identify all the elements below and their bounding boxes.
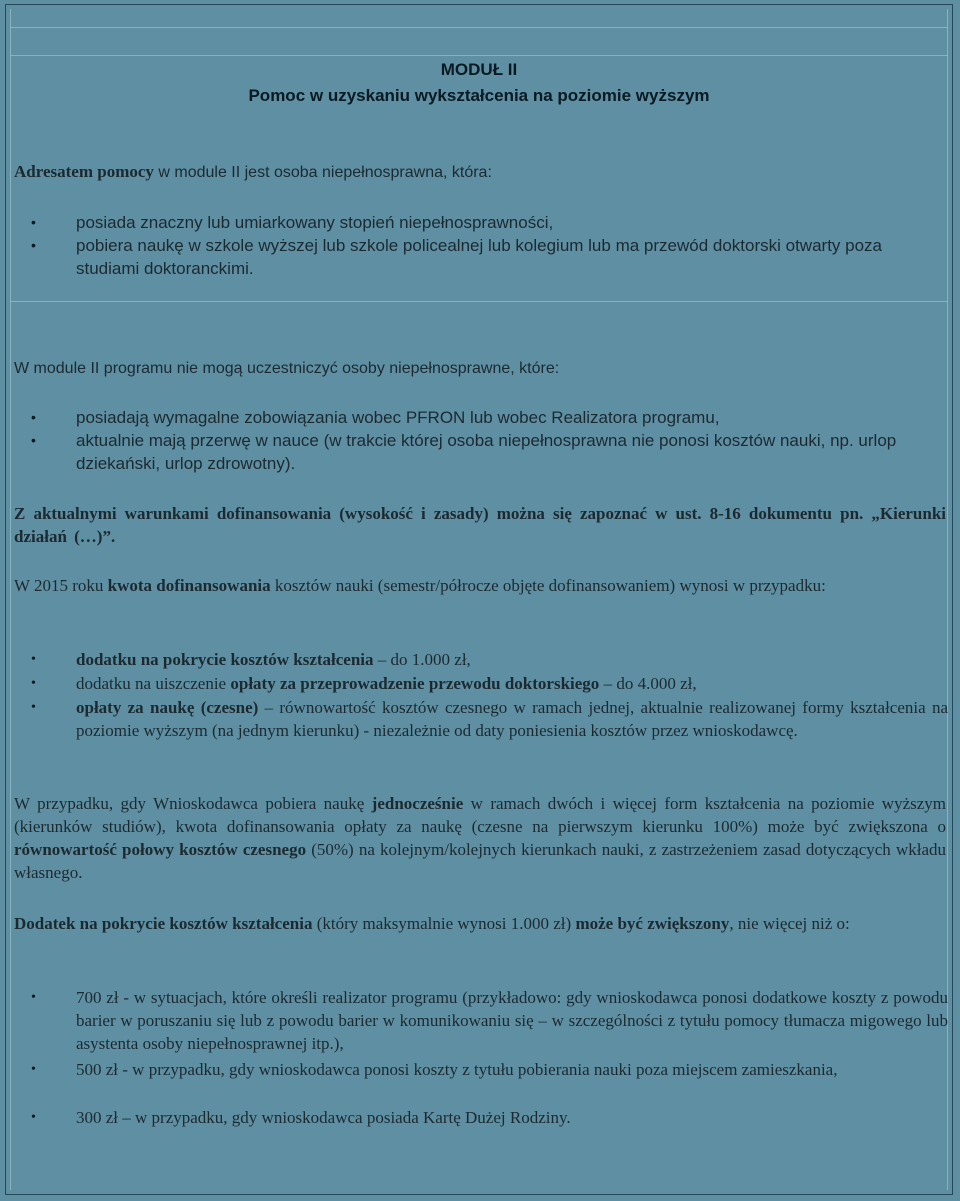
- funding-item-text: – do 4.000 zł,: [599, 674, 697, 693]
- excluded-item: • posiadają wymagalne zobowiązania wobec PFRON lub wobec Realizatora programu,: [76, 406, 948, 429]
- addressee-item: • pobiera naukę w szkole wyższej lub szkole policealnej lub kolegium lub ma przewód doktorski otwarty poza studiami doktoranckimi.: [76, 234, 948, 280]
- funding-lead-bold: kwota dofinansowania: [107, 576, 271, 595]
- funding-lead: [14, 574, 946, 597]
- increase-text: , nie więcej niż o:: [729, 914, 850, 933]
- module-subtitle: Pomoc w uzyskaniu wykształcenia na poziomie wyższym: [248, 86, 710, 105]
- simultaneous-bold: jednocześnie: [371, 794, 464, 813]
- funding-item-text: – równowartość kosztów czesnego w ramach jednej, aktualnie realizowanej formy kształcenia na poziomie wyższym (na jednym kierunku) - niezależnie od daty poniesienia kosztów przez wnioskodawcę.: [76, 698, 948, 740]
- increase-lead: [14, 912, 946, 935]
- addressee-item: • posiada znaczny lub umiarkowany stopień niepełnosprawności,: [76, 211, 948, 234]
- addressee-lead-rest: w module II jest osoba niepełnosprawna, która:: [153, 164, 492, 181]
- funding-item: [76, 672, 948, 695]
- conditions-note: Z aktualnymi warunkami dofinansowania (wysokość i zasady) można się zapoznać w ust. 8-16 dokumentu pn. „Kierunki działań (…)”.: [14, 504, 946, 546]
- simultaneous-bold: równowartość połowy kosztów czesnego: [14, 840, 307, 859]
- funding-item-bold: dodatku na pokrycie kosztów kształcenia: [76, 650, 374, 669]
- addressee-lead: [14, 160, 946, 184]
- simultaneous-text: w ramach dwóch i więcej form kształcenia na poziomie wyższym (kierunków studiów), kwota dofinansowania opłaty za naukę (czesne na pierwszym kierunku 100%) może być zwiększona o: [14, 794, 946, 836]
- increase-text: (który maksymalnie wynosi 1.000 zł): [312, 914, 576, 933]
- excluded-item: • aktualnie mają przerwę w nauce (w trakcie której osoba niepełnosprawna nie ponosi kosztów nauki, np. urlop dziekański, urlop zdrowotny).: [76, 429, 948, 475]
- funding-item-text: – do 1.000 zł,: [373, 650, 471, 669]
- addressee-lead-bold: Adresatem pomocy: [14, 162, 154, 181]
- funding-item-bold: opłaty za przeprowadzenie przewodu doktorskiego: [230, 674, 600, 693]
- document-page: [5, 4, 953, 1195]
- funding-item: [76, 648, 948, 671]
- increase-bold: Dodatek na pokrycie kosztów kształcenia: [14, 914, 313, 933]
- funding-lead-text: kosztów nauki (semestr/półrocze objęte dofinansowaniem) wynosi w przypadku:: [270, 576, 826, 595]
- funding-item: [76, 696, 948, 742]
- module-title: MODUŁ II: [440, 60, 518, 79]
- simultaneous-paragraph: [14, 792, 946, 884]
- increase-item: • 700 zł - w sytuacjach, które określi realizator programu (przykładowo: gdy wnioskodawca ponosi dodatkowe koszty z powodu barier w poruszaniu się lub z powodu barier w komunikowaniu się – w szczególności z tytułu pomocy tłumacza migowego lub asystenta osoby niepełnosprawnej itp.),: [76, 986, 948, 1055]
- simultaneous-text: W przypadku, gdy Wnioskodawca pobiera naukę: [14, 794, 372, 813]
- increase-item: • 500 zł - w przypadku, gdy wnioskodawca ponosi koszty z tytułu pobierania nauki poza miejscem zamieszkania,: [76, 1058, 948, 1081]
- funding-item-bold: opłaty za naukę (czesne): [76, 698, 259, 717]
- increase-bold: może być zwiększony: [575, 914, 730, 933]
- funding-item-text: dodatku na uiszczenie: [76, 674, 231, 693]
- funding-lead-text: W 2015 roku: [14, 576, 108, 595]
- excluded-lead: W module II programu nie mogą uczestniczyć osoby niepełnosprawne, które:: [14, 360, 560, 377]
- simultaneous-text: (50%) na kolejnym/kolejnych kierunkach nauki, z zastrzeżeniem zasad dotyczących wkładu własnego.: [14, 840, 946, 882]
- increase-item: • 300 zł – w przypadku, gdy wnioskodawca posiada Kartę Dużej Rodziny.: [76, 1106, 948, 1129]
- document-content: [6, 5, 952, 1194]
